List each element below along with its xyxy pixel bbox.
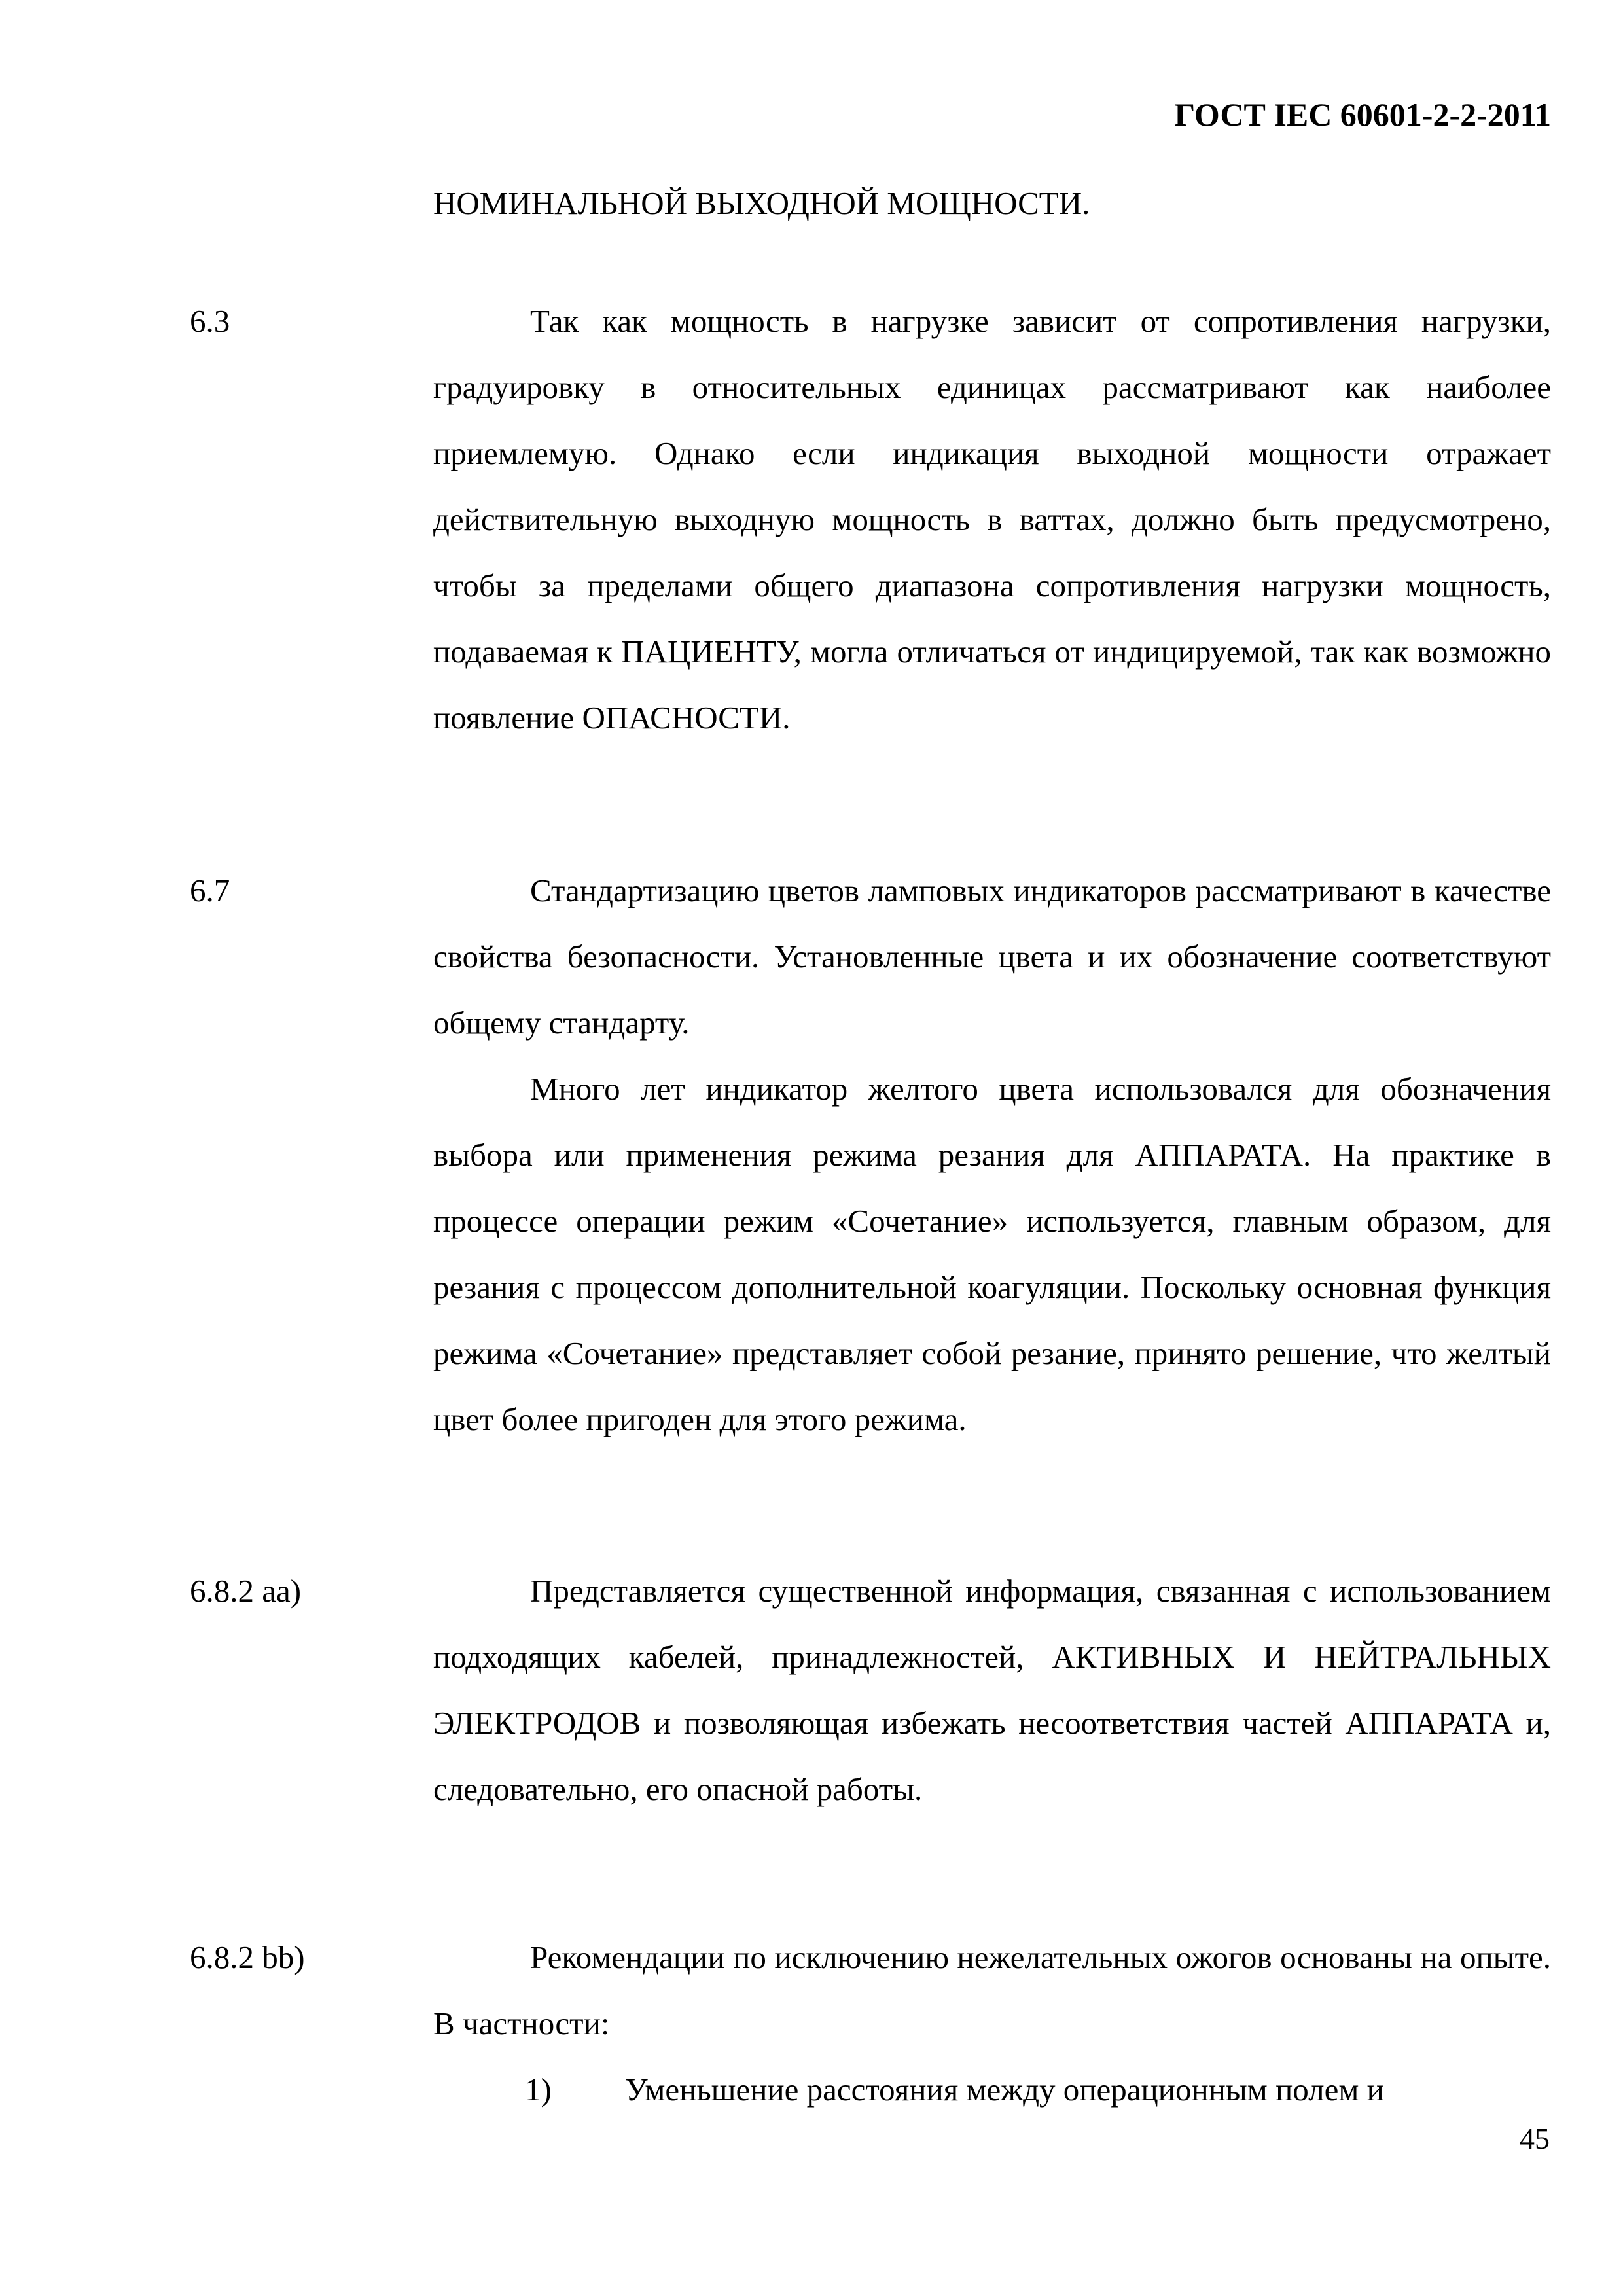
section-6-8-2-bb — [190, 1924, 1551, 2123]
section-6-7 — [190, 857, 1551, 1452]
section-paragraph: Много лет индикатор желтого цвета использовался для обозначения выбора или применения режима резания для АППАРАТА. На практике в процессе операции режим «Сочетание» используется, главным образом, для резания с процессом дополнительной коагуляции. Поскольку основная функция режима «Сочетание» представляет собой резание, принято решение, что желтый цвет более пригоден для этого режима. — [433, 1071, 1551, 1437]
section-6-8-2-aa — [190, 1558, 1551, 1822]
document-header: ГОСТ IEC 60601-2-2-2011 — [1174, 96, 1551, 133]
section-6-3 — [190, 288, 1551, 751]
section-number: 6.3 — [190, 303, 230, 339]
page-number: 45 — [1520, 2122, 1550, 2155]
section-body — [433, 288, 1551, 751]
section-paragraph: Стандартизацию цветов ламповых индикаторов рассматривают в качестве свойства безопасности. Установленные цвета и их обозначение соответствуют общему стандарту. — [433, 872, 1551, 1041]
section-number: 6.8.2 aa) — [190, 1573, 302, 1609]
list-item — [433, 2056, 1551, 2123]
continuation-line: НОМИНАЛЬНОЙ ВЫХОДНОЙ МОЩНОСТИ. — [433, 185, 1090, 221]
list-item-text: Уменьшение расстояния между операционным полем и — [625, 2072, 1384, 2108]
section-body — [433, 857, 1551, 1452]
section-paragraph: Рекомендации по исключению нежелательных ожогов основаны на опыте. В частности: — [433, 1939, 1551, 2041]
section-body — [433, 1558, 1551, 1822]
list-marker: 1) — [525, 2072, 552, 2108]
section-paragraph: Представляется существенной информация, связанная с использованием подходящих кабелей, принадлежностей, АКТИВНЫХ И НЕЙТРАЛЬНЫХ ЭЛЕКТРОДОВ и позволяющая избежать несоответствия частей АППАРАТА и, следовательно, его опасной работы. — [433, 1573, 1551, 1807]
section-paragraph: Так как мощность в нагрузке зависит от сопротивления нагрузки, градуировку в относительных единицах рассматривают как наиболее приемлемую. Однако если индикация выходной мощности отражает действительную выходную мощность в ваттах, должно быть предусмотрено, чтобы за пределами общего диапазона сопротивления нагрузки мощность, подаваемая к ПАЦИЕНТУ, могла отличаться от индицируемой, так как возможно появление ОПАСНОСТИ. — [433, 303, 1551, 736]
section-number: 6.7 — [190, 872, 230, 908]
section-number: 6.8.2 bb) — [190, 1939, 305, 1975]
section-body — [433, 1924, 1551, 2056]
